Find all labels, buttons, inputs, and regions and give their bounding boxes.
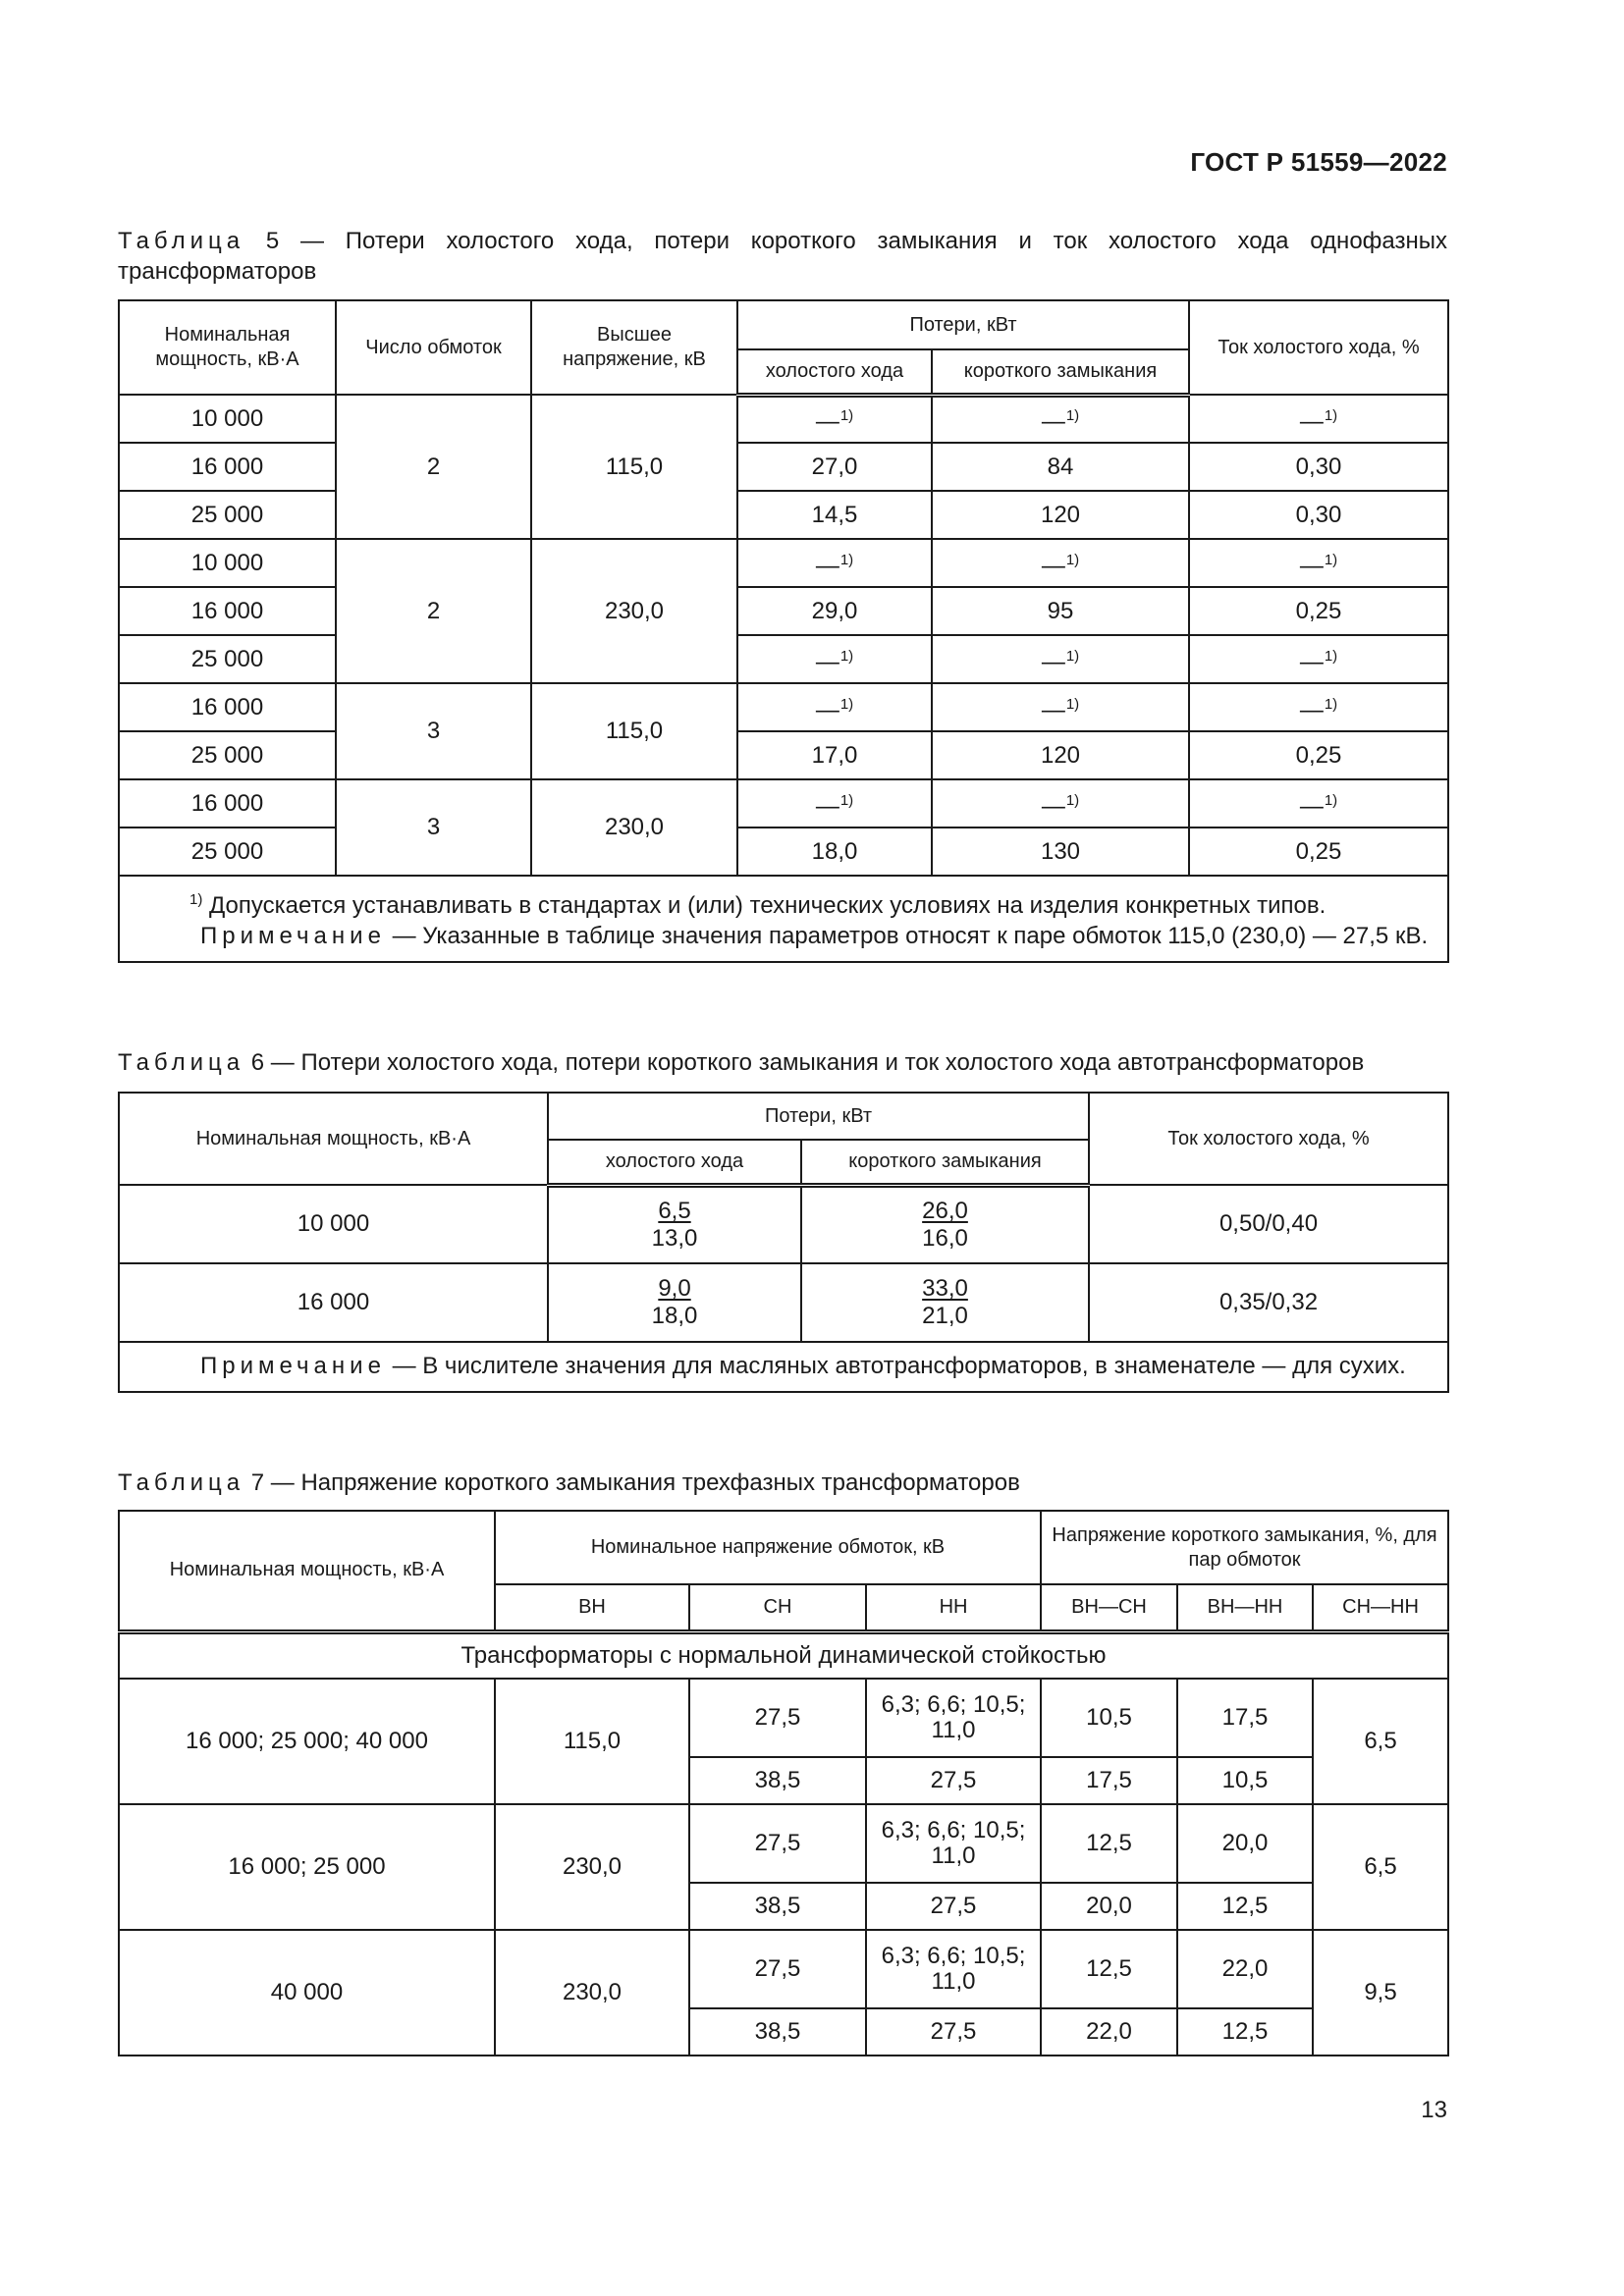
page-number: 13: [1421, 2097, 1447, 2123]
sc-cell: [932, 635, 1189, 683]
table-row: [119, 1930, 1448, 2008]
table5-header-power: Номинальная мощность, кВ·А: [119, 300, 336, 395]
nn-cell: 27,5: [866, 2008, 1041, 2056]
footnote-mark: 1): [1065, 647, 1080, 665]
sn-cell: 27,5: [689, 1930, 866, 2008]
table-row: [119, 1804, 1448, 1883]
sc-cell: [932, 779, 1189, 828]
table7-header-vn: ВН: [495, 1584, 689, 1631]
dash-value: —: [1299, 648, 1324, 675]
table5-body: [119, 395, 1448, 876]
nn-cell: 27,5: [866, 1883, 1041, 1930]
footnote-mark: 1): [1324, 791, 1338, 809]
vn-nn-cell: 12,5: [1177, 1883, 1313, 1930]
power-cell: 16 000; 25 000; 40 000: [119, 1679, 495, 1804]
dash-value: —: [1041, 696, 1065, 723]
sn-nn-cell: 9,5: [1313, 1930, 1448, 2056]
table5-header-windings: Число обмоток: [336, 300, 531, 395]
footnote-mark: 1): [1065, 791, 1080, 809]
power-cell: 10 000: [119, 1185, 548, 1263]
sc-cell: 84: [932, 443, 1189, 491]
table5: [118, 299, 1449, 963]
vn-nn-cell: 17,5: [1177, 1679, 1313, 1757]
power-cell: 16 000; 25 000: [119, 1804, 495, 1930]
table6-caption-label: Таблица: [118, 1049, 245, 1076]
idle-cell: [737, 539, 932, 587]
table7-caption: [118, 1468, 1447, 1498]
windings-cell: 2: [336, 395, 531, 539]
nn-cell: 6,3; 6,6; 10,5; 11,0: [866, 1930, 1041, 2008]
table6-body: [119, 1185, 1448, 1342]
table6-caption: [118, 1047, 1447, 1078]
table6-header-idle-losses: холостого хода: [548, 1140, 801, 1185]
dash-value: —: [815, 408, 839, 436]
vn-sn-cell: 12,5: [1041, 1804, 1177, 1883]
table6-note-label: Примечание: [200, 1353, 386, 1379]
table5-caption-text: 5 — Потери холостого хода, потери короткого замыкания и ток холостого хода однофазных трансформаторов: [118, 228, 1447, 285]
idle-cell: [737, 779, 932, 828]
table6-header-losses: Потери, кВт: [548, 1093, 1089, 1140]
current-cell: [1189, 539, 1448, 587]
numerator: 9,0: [658, 1275, 691, 1302]
table5-note-label: Примечание: [200, 923, 386, 949]
table7-header-sn: СН: [689, 1584, 866, 1631]
table-row: [119, 587, 1448, 635]
table5-header-losses: Потери, кВт: [737, 300, 1189, 349]
sn-cell: 27,5: [689, 1679, 866, 1757]
sn-cell: 38,5: [689, 1757, 866, 1804]
table7-body: [119, 1679, 1448, 2056]
current-cell: 0,25: [1189, 587, 1448, 635]
table7-header-sc-voltage: Напряжение короткого замыкания, %, для пар обмоток: [1041, 1511, 1448, 1584]
table6-header-power: Номинальная мощность, кВ·А: [119, 1093, 548, 1185]
sn-cell: 27,5: [689, 1804, 866, 1883]
current-cell: 0,30: [1189, 491, 1448, 539]
table5-notes: [119, 876, 1448, 962]
current-cell: 0,30: [1189, 443, 1448, 491]
table7-header-nn: НН: [866, 1584, 1041, 1631]
table6-header-idle-current: Ток холостого хода, %: [1089, 1093, 1448, 1185]
table6-header-sc-losses: короткого замыкания: [801, 1140, 1089, 1185]
footnote-mark: 1): [839, 647, 854, 665]
footnote-mark: 1): [1065, 551, 1080, 568]
power-cell: 10 000: [119, 395, 336, 443]
dash-value: —: [1299, 696, 1324, 723]
table-row: [119, 828, 1448, 876]
dash-value: —: [815, 792, 839, 820]
dash-value: —: [1299, 407, 1324, 435]
nn-cell: 27,5: [866, 1757, 1041, 1804]
vn-sn-cell: 17,5: [1041, 1757, 1177, 1804]
dash-value: —: [1041, 552, 1065, 579]
windings-cell: 3: [336, 779, 531, 876]
current-cell: 0,25: [1189, 731, 1448, 779]
table5-header-idle-current: Ток холостого хода, %: [1189, 300, 1448, 395]
power-cell: 16 000: [119, 683, 336, 731]
nn-cell: 6,3; 6,6; 10,5; 11,0: [866, 1804, 1041, 1883]
voltage-cell: 230,0: [531, 779, 737, 876]
power-cell: 16 000: [119, 443, 336, 491]
dash-value: —: [1041, 792, 1065, 820]
table7-header-nominal-voltage: Номинальное напряжение обмоток, кВ: [495, 1511, 1041, 1584]
table6: [118, 1092, 1449, 1393]
table7-header-power: Номинальная мощность, кВ·А: [119, 1511, 495, 1631]
numerator: 33,0: [922, 1275, 968, 1302]
vn-nn-cell: 20,0: [1177, 1804, 1313, 1883]
footnote-mark: 1): [1324, 551, 1338, 568]
nn-cell: 6,3; 6,6; 10,5; 11,0: [866, 1679, 1041, 1757]
table5-caption: [118, 226, 1447, 287]
table5-header-sc-losses: короткого замыкания: [932, 349, 1189, 395]
table7: [118, 1510, 1449, 2056]
footnote-mark: 1): [839, 695, 854, 713]
table-row: [119, 1263, 1448, 1342]
idle-cell: 27,0: [737, 443, 932, 491]
vn-sn-cell: 10,5: [1041, 1679, 1177, 1757]
vn-sn-cell: 12,5: [1041, 1930, 1177, 2008]
table7-header-sn-nn: СН—НН: [1313, 1584, 1448, 1631]
power-cell: 25 000: [119, 828, 336, 876]
table7-header-vn-sn: ВН—СН: [1041, 1584, 1177, 1631]
power-cell: 16 000: [119, 587, 336, 635]
power-cell: 10 000: [119, 539, 336, 587]
sn-cell: 38,5: [689, 1883, 866, 1930]
table-row: [119, 539, 1448, 587]
dash-value: —: [815, 648, 839, 675]
table5-caption-label: Таблица: [118, 228, 245, 254]
table6-note-text: — В числителе значения для масляных автотрансформаторов, в знаменателе — для сухих.: [385, 1353, 1406, 1379]
table7-caption-text: 7 — Напряжение короткого замыкания трехфазных трансформаторов: [244, 1469, 1020, 1496]
dash-value: —: [815, 552, 839, 579]
power-cell: 16 000: [119, 1263, 548, 1342]
vn-cell: 115,0: [495, 1679, 689, 1804]
power-cell: 16 000: [119, 779, 336, 828]
current-cell: 0,35/0,32: [1089, 1263, 1448, 1342]
power-cell: 25 000: [119, 731, 336, 779]
current-cell: 0,50/0,40: [1089, 1185, 1448, 1263]
sc-cell: 120: [932, 491, 1189, 539]
table6-notes: [119, 1342, 1448, 1392]
vn-cell: 230,0: [495, 1804, 689, 1930]
table-row: [119, 1185, 1448, 1263]
denominator: 18,0: [651, 1303, 698, 1329]
footnote-mark: 1): [1065, 695, 1080, 713]
table7-section-title: Трансформаторы с нормальной динамической стойкостью: [119, 1631, 1448, 1679]
sc-fraction-cell: [801, 1185, 1089, 1263]
footnote-mark: 1): [1324, 406, 1338, 424]
current-cell: 0,25: [1189, 828, 1448, 876]
table-row: [119, 395, 1448, 443]
table-row: [119, 635, 1448, 683]
numerator: 6,5: [658, 1197, 691, 1224]
numerator: 26,0: [922, 1197, 968, 1224]
table5-header-voltage: Высшее напряжение, кВ: [531, 300, 737, 395]
sc-cell: 120: [932, 731, 1189, 779]
table-row: [119, 779, 1448, 828]
power-cell: 25 000: [119, 635, 336, 683]
table7-header-vn-nn: ВН—НН: [1177, 1584, 1313, 1631]
power-cell: 25 000: [119, 491, 336, 539]
vn-sn-cell: 22,0: [1041, 2008, 1177, 2056]
idle-cell: 14,5: [737, 491, 932, 539]
vn-nn-cell: 22,0: [1177, 1930, 1313, 2008]
dash-value: —: [815, 696, 839, 723]
current-cell: [1189, 635, 1448, 683]
idle-cell: 29,0: [737, 587, 932, 635]
table6-caption-text: 6 — Потери холостого хода, потери короткого замыкания и ток холостого хода автотрансформаторов: [244, 1049, 1365, 1076]
footnote-mark: 1): [1065, 407, 1080, 425]
vn-nn-cell: 12,5: [1177, 2008, 1313, 2056]
current-cell: [1189, 395, 1448, 443]
voltage-cell: 115,0: [531, 683, 737, 779]
sn-nn-cell: 6,5: [1313, 1679, 1448, 1804]
footnote-mark: 1): [839, 407, 854, 425]
sc-cell: [932, 395, 1189, 443]
table5-footnote-text: Допускается устанавливать в стандартах и (или) технических условиях на изделия конкретных типов.: [202, 892, 1326, 919]
sc-cell: 95: [932, 587, 1189, 635]
idle-cell: [737, 395, 932, 443]
table-row: [119, 491, 1448, 539]
sn-nn-cell: 6,5: [1313, 1804, 1448, 1930]
current-cell: [1189, 779, 1448, 828]
table-row: [119, 731, 1448, 779]
dash-value: —: [1299, 792, 1324, 820]
idle-cell: [737, 683, 932, 731]
sc-fraction-cell: [801, 1263, 1089, 1342]
power-cell: 40 000: [119, 1930, 495, 2056]
footnote-mark: 1): [1324, 647, 1338, 665]
table5-footnote-mark: 1): [189, 891, 203, 908]
document-header: ГОСТ Р 51559—2022: [1190, 147, 1447, 177]
sc-cell: [932, 539, 1189, 587]
sc-cell: [932, 683, 1189, 731]
idle-fraction-cell: [548, 1263, 801, 1342]
idle-fraction-cell: [548, 1185, 801, 1263]
denominator: 13,0: [651, 1224, 698, 1252]
table-row: [119, 1679, 1448, 1757]
sn-cell: 38,5: [689, 2008, 866, 2056]
dash-value: —: [1041, 648, 1065, 675]
table-row: [119, 443, 1448, 491]
denominator: 21,0: [922, 1303, 968, 1329]
voltage-cell: 115,0: [531, 395, 737, 539]
idle-cell: 18,0: [737, 828, 932, 876]
vn-sn-cell: 20,0: [1041, 1883, 1177, 1930]
vn-cell: 230,0: [495, 1930, 689, 2056]
table5-header-idle-losses: холостого хода: [737, 349, 932, 395]
idle-cell: 17,0: [737, 731, 932, 779]
footnote-mark: 1): [839, 791, 854, 809]
table5-note-text: — Указанные в таблице значения параметров относят к паре обмоток 115,0 (230,0) — 27,5 кВ.: [385, 923, 1429, 949]
vn-nn-cell: 10,5: [1177, 1757, 1313, 1804]
voltage-cell: 230,0: [531, 539, 737, 683]
table-row: [119, 683, 1448, 731]
dash-value: —: [1041, 408, 1065, 436]
windings-cell: 3: [336, 683, 531, 779]
sc-cell: 130: [932, 828, 1189, 876]
idle-cell: [737, 635, 932, 683]
table7-caption-label: Таблица: [118, 1469, 245, 1496]
dash-value: —: [1299, 552, 1324, 579]
footnote-mark: 1): [1324, 695, 1338, 713]
denominator: 16,0: [922, 1224, 968, 1252]
windings-cell: 2: [336, 539, 531, 683]
footnote-mark: 1): [839, 551, 854, 568]
current-cell: [1189, 683, 1448, 731]
